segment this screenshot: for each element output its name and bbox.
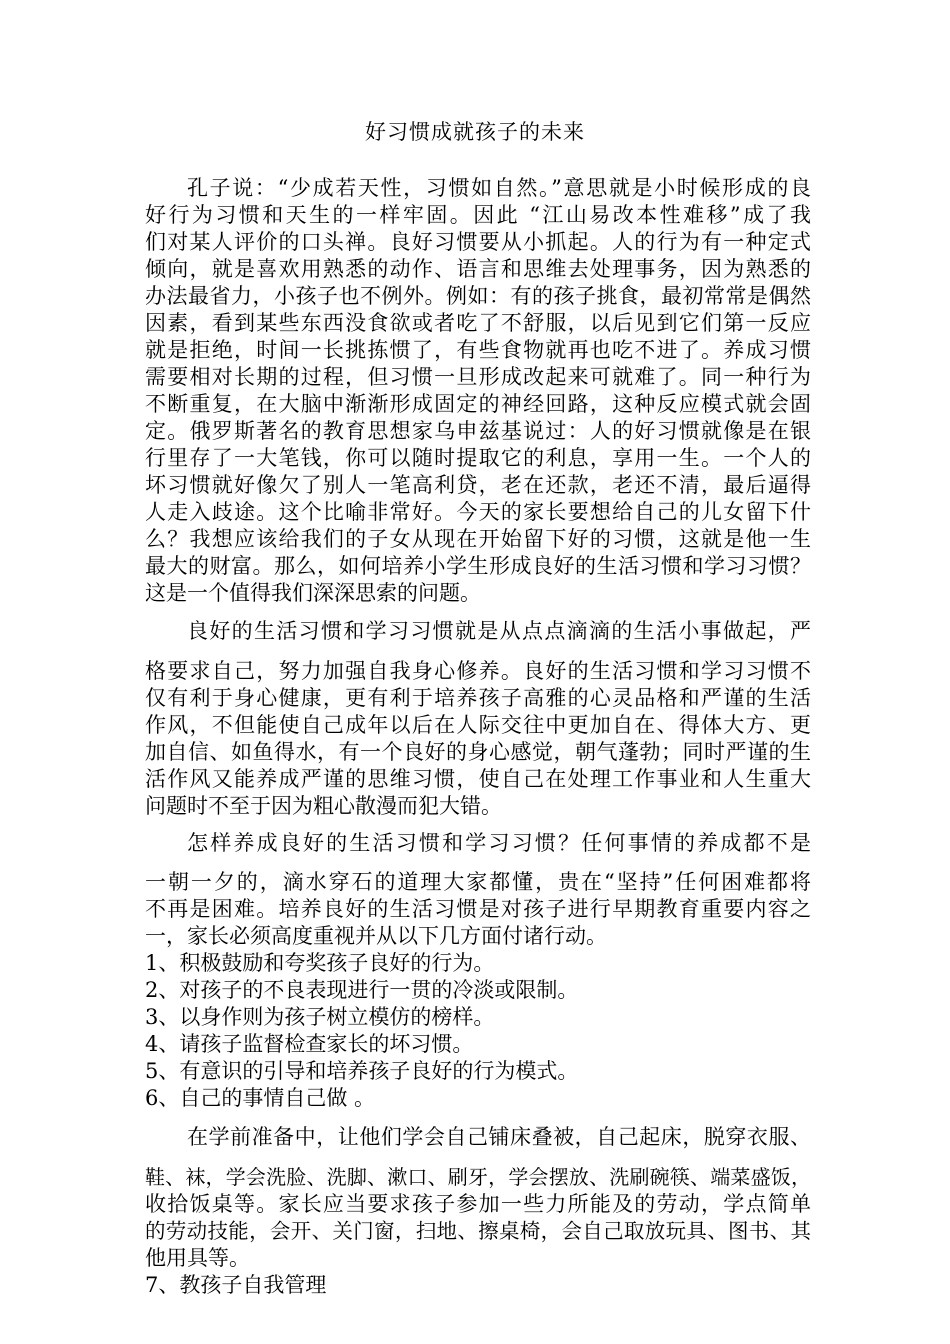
text-line: 问题时不至于因为粗心散漫而犯大错。 [145,794,502,818]
text-line: 加自信、如鱼得水，有一个良好的身心感觉，朝气蓬勃；同时严谨的生 [145,740,811,764]
document-title: 好习惯成就孩子的未来 [365,120,585,144]
text-line: 在学前准备中，让他们学会自己铺床叠被，自己起床，脱穿衣服、 [187,1125,811,1149]
list-item: 5、有意识的引导和培养孩子良好的行为模式。 [145,1059,579,1083]
list-item: 1、积极鼓励和夸奖孩子良好的行为。 [145,951,495,975]
text-line: 这是一个值得我们深深思索的问题。 [145,581,481,605]
text-line: 仅有利于身心健康，更有利于培养孩子高雅的心灵品格和严谨的生活 [145,686,811,710]
text-line: 孔子说：“少成若天性，习惯如自然。”意思就是小时候形成的良 [187,176,811,200]
text-line: 坏习惯就好像欠了别人一笔高利贷，老在还款，老还不清，最后逼得 [145,473,811,497]
text-line: 一朝一夕的，滴水穿石的道理大家都懂，贵在“坚持”任何困难都将 [145,870,811,894]
text-line: 就是拒绝，时间一长挑拣惯了，有些食物就再也吃不进了。养成习惯 [145,338,811,362]
list-item: 6、自己的事情自己做 。 [145,1086,376,1110]
text-line: 人走入歧途。这个比喻非常好。今天的家长要想给自己的儿女留下什 [145,500,811,524]
text-line: 倾向，就是喜欢用熟悉的动作、语言和思维去处理事务，因为熟悉的 [145,257,811,281]
text-line: 良好的生活习惯和学习习惯就是从点点滴滴的生活小事做起，严 [187,619,811,643]
list-item: 3、以身作则为孩子树立模仿的榜样。 [145,1005,495,1029]
text-line: 的劳动技能，会开、关门窗，扫地、擦桌椅，会自己取放玩具、图书、其 [145,1219,811,1243]
list-item: 7、教孩子自我管理 [145,1273,327,1297]
text-line: 格要求自己，努力加强自我身心修养。良好的生活习惯和学习习惯不 [145,659,811,683]
text-line: 么？我想应该给我们的子女从现在开始留下好的习惯，这就是他一生 [145,527,811,551]
text-line: 收拾饭桌等。家长应当要求孩子参加一些力所能及的劳动，学点简单 [145,1192,811,1216]
text-line: 因素，看到某些东西没食欲或者吃了不舒服，以后见到它们第一反应 [145,311,811,335]
text-line: 一，家长必须高度重视并从以下几方面付诸行动。 [145,924,607,948]
text-line: 需要相对长期的过程，但习惯一旦形成改起来可就难了。同一种行为 [145,365,811,389]
text-line: 最大的财富。那么，如何培养小学生形成良好的生活习惯和学习习惯？ [145,554,811,578]
text-line: 好行为习惯和天生的一样牢固。因此 “江山易改本性难移”成了我 [145,203,811,227]
text-line: 不再是困难。培养良好的生活习惯是对孩子进行早期教育重要内容之 [145,897,811,921]
text-line: 作风，不但能使自己成年以后在人际交往中更加自在、得体大方、更 [145,713,811,737]
text-line: 办法最省力，小孩子也不例外。例如：有的孩子挑食，最初常常是偶然 [145,284,811,308]
text-line: 们对某人评价的口头禅。良好习惯要从小抓起。人的行为有一种定式 [145,230,811,254]
text-line: 行里存了一大笔钱，你可以随时提取它的利息，享用一生。一个人的 [145,446,811,470]
text-line: 怎样养成良好的生活习惯和学习习惯？任何事情的养成都不是 [187,831,811,855]
list-item: 2、对孩子的不良表现进行一贯的冷淡或限制。 [145,978,579,1002]
text-line: 定。俄罗斯著名的教育思想家乌申兹基说过：人的好习惯就像是在银 [145,419,811,443]
text-line: 活作风又能养成严谨的思维习惯，使自己在处理工作事业和人生重大 [145,767,811,791]
text-line: 不断重复，在大脑中渐渐形成固定的神经回路，这种反应模式就会固 [145,392,811,416]
text-line: 他用具等。 [145,1246,250,1270]
text-line: 鞋、袜，学会洗脸、洗脚、漱口、刷牙，学会摆放、洗刷碗筷、端菜盛饭， [145,1165,811,1189]
list-item: 4、请孩子监督检查家长的坏习惯。 [145,1032,474,1056]
